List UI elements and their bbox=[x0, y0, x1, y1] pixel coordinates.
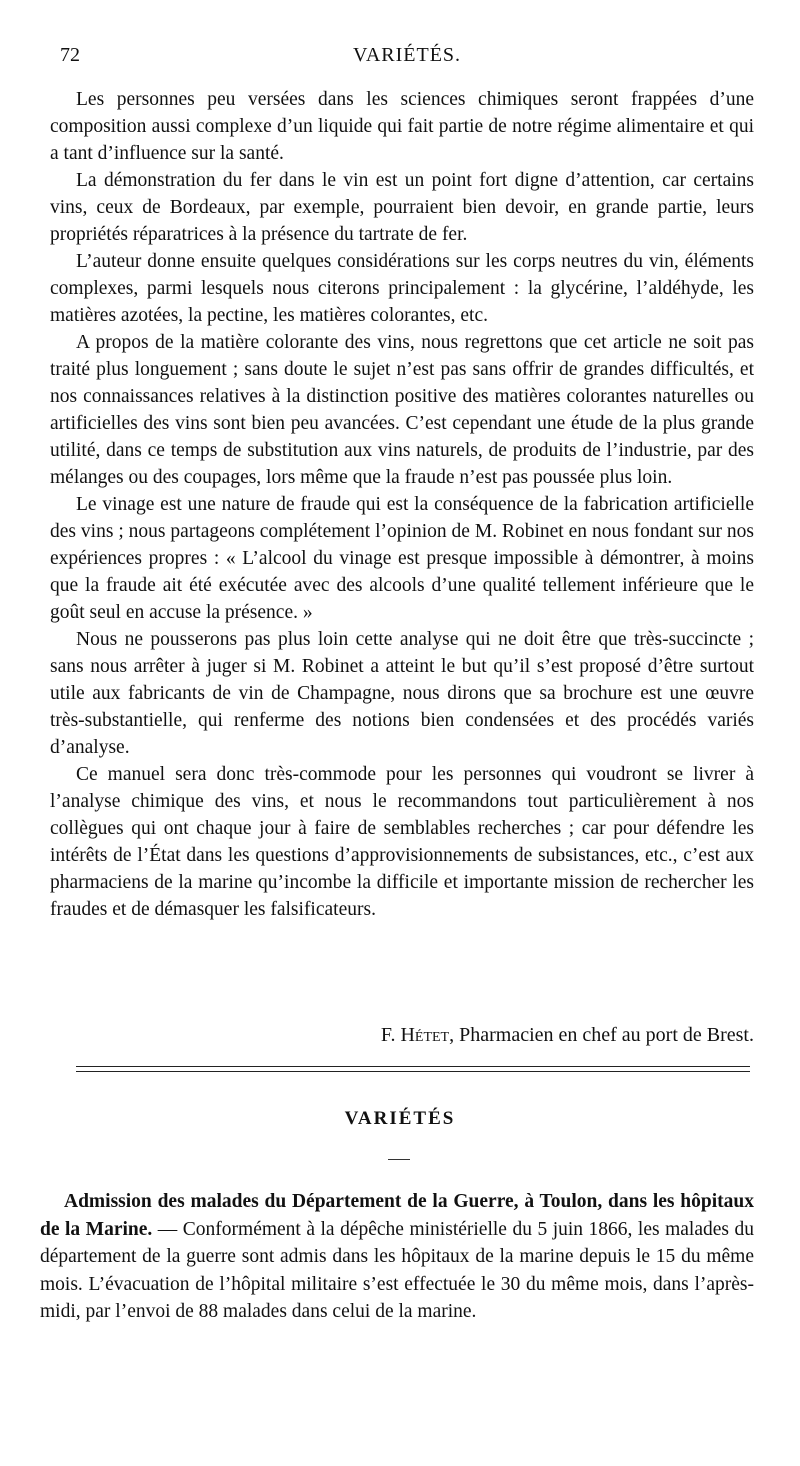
news-article bbox=[40, 1188, 754, 1326]
title-dash bbox=[388, 1159, 410, 1160]
article-heading: Admission des malades du Département de la Guerre, à Toulon, dans les hôpitaux de la Marine. bbox=[40, 1191, 754, 1240]
section-title: VARIÉTÉS bbox=[344, 1108, 456, 1129]
paragraph: La démonstration du fer dans le vin est un point fort digne d’attention, car certains vins, ceux de Bordeaux, par exemple, pourraient bien devoir, en grande partie, leurs propriétés réparatrices à la présence du tartrate de fer. bbox=[50, 170, 754, 245]
paragraph: Nous ne pousserons pas plus loin cette analyse qui ne doit être que très-succincte ; sans nous arrêter à juger si M. Robinet a atteint le but qu’il s’est proposé d’être surtout utile aux fabricants de vin de Champagne, nous dirons que sa brochure est une œuvre très-substantielle, qui renferme des notions bien condensées et des procédés variés d’analyse. bbox=[50, 629, 754, 758]
page-number: 72 bbox=[60, 44, 80, 66]
paragraph: Le vinage est une nature de fraude qui est la conséquence de la fabrication artificielle des vins ; nous partageons complétement l’opinion de M. Robinet en nous fondant sur nos expériences propres : « L’alcool du vinage est presque impossible à démontrer, à moins que la fraude ait été exécutée avec des alcools d’une qualité tellement inférieure que le goût seul en accuse la présence. » bbox=[50, 494, 754, 623]
paragraph: Les personnes peu versées dans les sciences chimiques seront frappées d’une composition aussi complexe d’un liquide qui fait partie de notre régime alimentaire et qui a tant d’influence sur la santé. bbox=[50, 89, 754, 164]
review-body bbox=[50, 86, 754, 923]
article-dash: — bbox=[152, 1218, 183, 1240]
paragraph: Ce manuel sera donc très-commode pour les personnes qui voudront se livrer à l’analyse chimique des vins, et nous le recommandons tout particulièrement à nos collègues qui ont chaque jour à faire de semblables recherches ; car pour défendre les intérêts de l’État dans les questions d’approvisionnements de subsistances, etc., c’est aux pharmaciens de la marine qu’incombe la difficile et importante mission de rechercher les fraudes et de démasquer les falsificateurs. bbox=[50, 764, 754, 920]
section-divider bbox=[76, 1071, 750, 1072]
paragraph: L’auteur donne ensuite quelques considérations sur les corps neutres du vin, éléments complexes, parmi lesquels nous citerons principalement : la glycérine, l’aldéhyde, les matières azotées, la pectine, les matières colorantes, etc. bbox=[50, 251, 754, 326]
running-head: VARIÉTÉS. bbox=[352, 44, 462, 66]
paragraph: A propos de la matière colorante des vins, nous regrettons que cet article ne soit pas traité plus longuement ; sans doute le sujet n’est pas sans offrir de grandes difficultés, et nos connaissances relatives à la distinction positive des matières colorantes naturelles ou artificielles des vins sont bien peu avancées. C’est cependant une étude de la plus grande utilité, dans ce temps de substitution aux vins naturels, de produits de l’industrie, par des mélanges ou des coupages, lors même que la fraude n’est pas poussée plus loin. bbox=[50, 332, 754, 488]
article-paragraph bbox=[40, 1188, 754, 1326]
article-body: Conformément à la dépêche ministérielle du 5 juin 1866, les malades du département de la guerre sont admis dans les hôpitaux de la marine depuis le 15 du même mois. L’évacuation de l’hôpital militaire s’est effectuée le 30 du même mois, dans l’après-midi, par l’envoi de 88 malades dans celui de la marine. bbox=[40, 1218, 754, 1322]
page-header bbox=[60, 44, 754, 72]
signature-name: Hétet bbox=[400, 1024, 450, 1046]
section-divider bbox=[76, 1066, 750, 1067]
signature-title: , Pharmacien en chef au port de Brest. bbox=[449, 1024, 754, 1046]
author-signature bbox=[381, 1024, 754, 1047]
signature-initial: F. bbox=[380, 1024, 396, 1046]
